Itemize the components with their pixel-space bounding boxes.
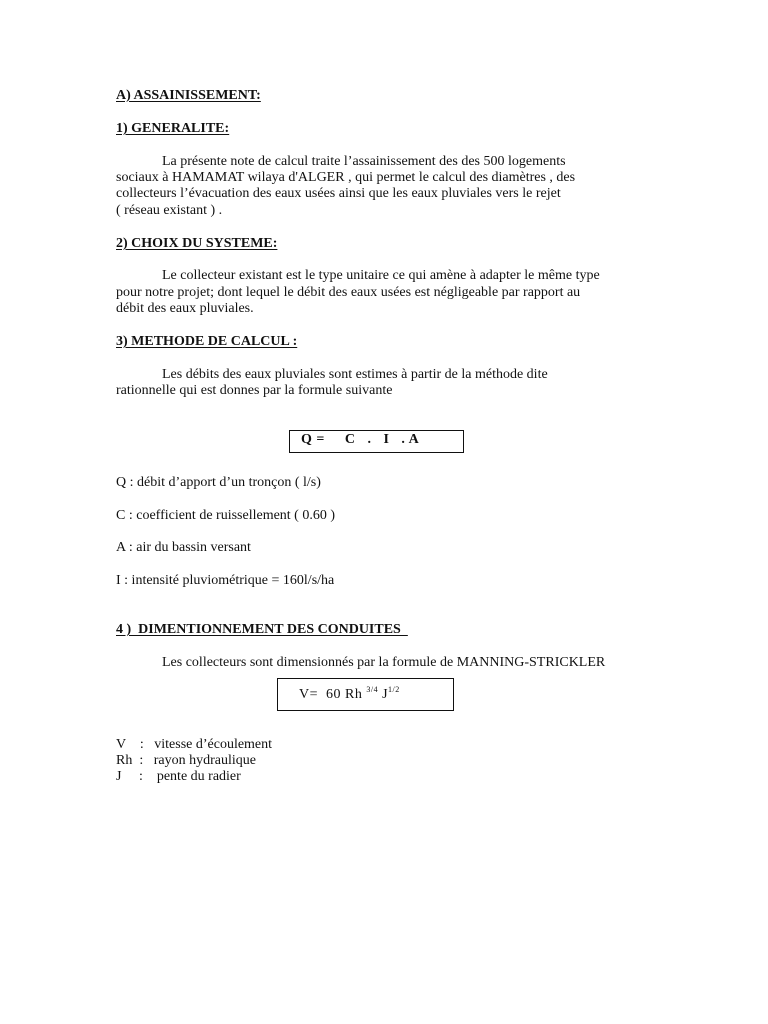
heading-methode-calcul: 3) METHODE DE CALCUL : xyxy=(116,334,298,349)
paragraph-line: pour notre projet; dont lequel le débit des eaux usées est négligeable par rapport au xyxy=(116,285,581,300)
formula-manning-exponent-j: 1/2 xyxy=(388,685,400,694)
formula-box-manning xyxy=(277,678,454,711)
variable-q: Q : débit d’apport d’un tronçon ( l/s) xyxy=(116,475,321,490)
heading-assainissement: A) ASSAINISSEMENT: xyxy=(116,88,261,103)
paragraph-line: Les débits des eaux pluviales sont estimes à partir de la méthode dite xyxy=(162,367,548,382)
formula-manning xyxy=(299,687,400,704)
formula-manning-base: V= 60 Rh xyxy=(299,687,367,702)
definition-v: V : vitesse d’écoulement xyxy=(116,737,273,752)
paragraph-line: rationnelle qui est donnes par la formule suivante xyxy=(116,383,393,398)
definition-rh: Rh : rayon hydraulique xyxy=(116,753,256,768)
formula-rational: Q = C . I . A xyxy=(301,432,420,447)
heading-choix-systeme: 2) CHOIX DU SYSTEME: xyxy=(116,236,278,251)
variable-i: I : intensité pluviométrique = 160l/s/ha xyxy=(116,573,335,588)
variable-c: C : coefficient de ruissellement ( 0.60 ) xyxy=(116,508,336,523)
dimension-intro: Les collecteurs sont dimensionnés par la formule de MANNING-STRICKLER xyxy=(162,655,606,670)
paragraph-line: débit des eaux pluviales. xyxy=(116,301,254,316)
paragraph-line: ( réseau existant ) . xyxy=(116,203,223,218)
paragraph-line: La présente note de calcul traite l’assainissement des des 500 logements xyxy=(162,154,566,169)
heading-dimensionnement: 4 ) DIMENTIONNEMENT DES CONDUITES xyxy=(116,622,408,637)
paragraph-line: Le collecteur existant est le type unitaire ce qui amène à adapter le même type xyxy=(162,268,600,283)
heading-generalite: 1) GENERALITE: xyxy=(116,121,230,136)
definition-j: J : pente du radier xyxy=(116,769,241,784)
variable-a: A : air du bassin versant xyxy=(116,540,251,555)
formula-box-rational xyxy=(289,430,464,453)
formula-manning-exponent-rh: 3/4 xyxy=(366,685,379,694)
formula-manning-j: J xyxy=(378,687,389,702)
paragraph-line: sociaux à HAMAMAT wilaya d'ALGER , qui permet le calcul des diamètres , des xyxy=(116,170,576,185)
paragraph-line: collecteurs l’évacuation des eaux usées ainsi que les eaux pluviales vers le rejet xyxy=(116,186,561,201)
